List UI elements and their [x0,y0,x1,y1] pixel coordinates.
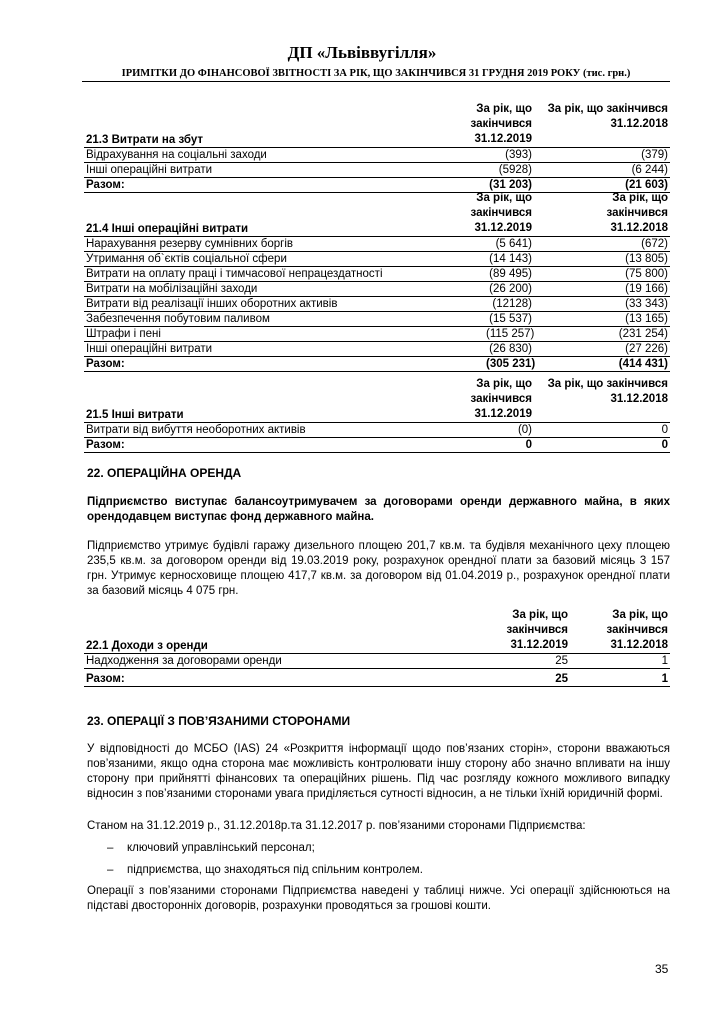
row-label: Витрати на оплату праці і тимчасової непрацездатності [84,267,484,282]
column-header-2018: За рік, що закінчився 31.12.2018 [534,377,670,423]
total-2019: (31 203) [394,178,534,193]
total-label: Разом: [84,438,394,453]
table-title: 22.1 Доходи з оренди [84,608,484,654]
section-23-heading: 23. ОПЕРАЦІЇ З ПОВ’ЯЗАНИМИ СТОРОНАМИ [87,714,351,728]
value-2018: 1 [570,654,670,669]
row-label: Витрати від вибуття необоротних активів [84,423,394,438]
value-2018: 0 [534,423,670,438]
value-2019: (12128) [484,297,534,312]
total-2018: (414 431) [534,357,670,372]
column-header-2019: За рік, що закінчився 31.12.2019 [394,102,534,148]
table-row [84,252,670,267]
table-row [84,297,670,312]
column-header-2018-text: За рік, що закінчився 31.12.2018 [606,192,668,234]
total-2019: 0 [394,438,534,453]
value-2018: (19 166) [534,282,670,297]
row-label: Відрахування на соціальні заходи [84,148,394,163]
row-label: Штрафи і пені [84,327,484,342]
value-2018: (379) [534,148,670,163]
value-2019: (0) [394,423,534,438]
value-2019: (26 830) [484,342,534,357]
column-header-2019: За рік, що закінчився 31.12.2019 [394,377,534,423]
row-label: Інші операційні витрати [84,163,394,178]
row-label: Утримання об`єктів соціальної сфери [84,252,484,267]
row-label: Надходження за договорами оренди [84,654,484,669]
table-row [84,282,670,297]
total-2018: 1 [570,669,670,687]
value-2019: (15 537) [484,312,534,327]
table-row [84,342,670,357]
section-22-heading: 22. ОПЕРАЦІЙНА ОРЕНДА [87,466,242,480]
value-2018: (13 805) [534,252,670,267]
list-item-text: підприємства, що знаходяться під спільним контролем. [127,864,423,876]
table-title: 21.4 Інші операційні витрати [84,191,484,237]
value-2018: (75 800) [534,267,670,282]
table-row [84,312,670,327]
dash-bullet-icon: – [107,842,114,854]
page-number: 35 [655,962,669,976]
list-item [107,842,315,854]
list-item-text: ключовий управлінський персонал; [127,842,315,854]
value-2018: (231 254) [534,327,670,342]
value-2019: (14 143) [484,252,534,267]
row-label: Забезпечення побутовим паливом [84,312,484,327]
total-row [84,357,670,372]
value-2018: (33 343) [534,297,670,312]
total-2019: 25 [484,669,570,687]
value-2018: (13 165) [534,312,670,327]
value-2018: (27 226) [534,342,670,357]
section-23-paragraph-1: У відповідності до МСБО (IAS) 24 «Розкриття інформації щодо пов’язаних сторін», сторони вважаються пов’язаними, якщо одна сторона має можливість контролювати іншу сторону або значно впливати на іншу сторону при прийнятті фінансових та операційних рішень. Під час розгляду кожного можливого випадку відносин з пов’язаними сторонами увага приділяється сутності відносин, а не тільки їхній юридичній формі. [87,743,670,800]
value-2019: (89 495) [484,267,534,282]
table-21-5-other-expenses [84,377,670,453]
value-2019: (393) [394,148,534,163]
table-row [84,267,670,282]
value-2019: (5 641) [484,237,534,252]
document-title: ДП «Львіввугілля» [287,43,437,62]
table-row [84,237,670,252]
dash-bullet-icon: – [107,864,114,876]
total-2018: 0 [534,438,670,453]
row-label: Витрати на мобілізаційні заходи [84,282,484,297]
column-header-2018: За рік, що закінчився 31.12.2018 [534,102,670,148]
section-23-paragraph-3: Операції з пов’язаними сторонами Підприємства наведені у таблиці нижче. Усі операції здійснюються на підставі двосторонніх договорів, розрахунки проводяться за грошові кошти. [87,885,670,912]
table-row [84,423,670,438]
total-label: Разом: [84,178,394,193]
table-21-4-other-operating-expenses [84,191,670,372]
row-label: Витрати від реалізації інших оборотних активів [84,297,484,312]
column-header-2019 [470,191,534,237]
total-2019: (305 231) [486,358,536,370]
total-row [84,438,670,453]
table-title: 21.5 Інші витрати [84,377,394,423]
table-21-3-selling-expenses [84,102,670,193]
total-label: Разом: [84,669,484,687]
table-22-1-rental-income [84,608,670,687]
table-row [84,327,670,342]
list-item [107,864,423,876]
value-2019: (5928) [394,163,534,178]
table-row [84,654,670,669]
column-header-2018 [534,191,670,237]
document-subtitle: ІРИМІТКИ ДО ФІНАНСОВОЇ ЗВІТНОСТІ ЗА РІК, ЩО ЗАКІНЧИВСЯ 31 ГРУДНЯ 2019 РОКУ (тис. грн.) [82,68,670,82]
column-header-2019-text: За рік, що закінчився 31.12.2019 [470,192,532,234]
table-row [84,148,670,163]
value-2019: 25 [484,654,570,669]
value-2018: (672) [534,237,670,252]
value-2018: (6 244) [534,163,670,178]
value-2019: (26 200) [484,282,534,297]
section-23-paragraph-2: Станом на 31.12.2019 р., 31.12.2018р.та 31.12.2017 р. пов’язаними сторонами Підприємства: [87,820,586,832]
column-header-2018: За рік, що закінчився 31.12.2018 [570,608,670,654]
row-label: Нарахування резерву сумнівних боргів [84,237,484,252]
table-title: 21.3 Витрати на збут [84,102,394,148]
total-2018: (21 603) [534,178,670,193]
section-22-bold-paragraph: Підприємство виступає балансоутримувачем за договорами оренди державного майна, в яких орендодавцем виступає фонд державного майна. [87,496,670,523]
row-label: Інші операційні витрати [84,342,484,357]
value-2019: (115 257) [486,328,535,340]
table-row [84,163,670,178]
total-row [84,669,670,687]
total-label: Разом: [84,357,484,372]
column-header-2019: За рік, що закінчився 31.12.2019 [484,608,570,654]
section-22-paragraph: Підприємство утримує будівлі гаражу дизельного площею 201,7 кв.м. та будівля механічного цеху площею 235,5 кв.м. за договором оренди від 19.03.2019 року, розрахунок орендної плати за базовий місяць 3 157 грн. Утримує керносховище площею 417,7 кв.м. за договором від 01.04.2019 р., розрахунок орендної плати за базовий місяць 4 075 грн. [87,540,670,597]
